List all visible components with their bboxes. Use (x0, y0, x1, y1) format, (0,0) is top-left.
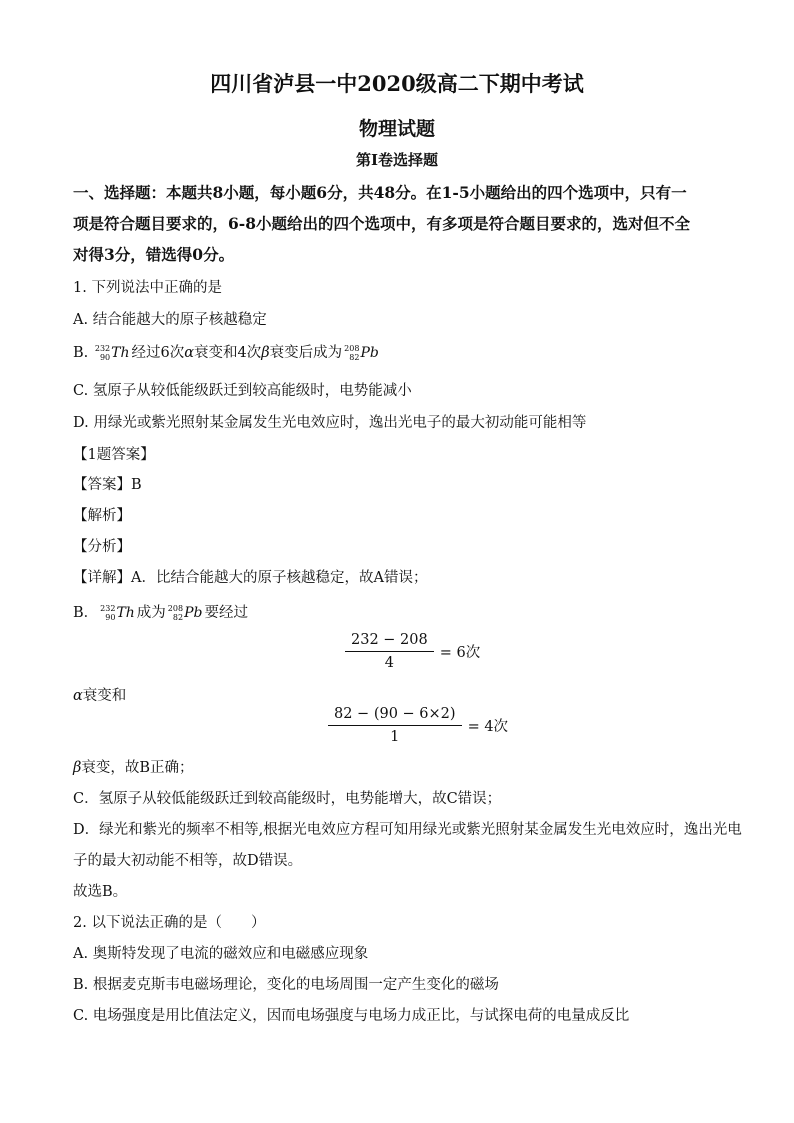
exam-subtitle: 物理试题 (358, 118, 435, 140)
q2-option-c: C. 电场强度是用比值法定义，因而电场强度与电场力成正比，与试探电荷的电量成反比 (73, 1008, 630, 1024)
lead-nuclide (168, 604, 203, 622)
q1-option-a: A. 结合能越大的原子核越稳定 (73, 312, 267, 328)
equation-denominator: 4 (384, 655, 394, 671)
alpha-decay-text: 衰变和 (82, 688, 127, 704)
answer-line (73, 473, 142, 494)
detail-a (73, 566, 427, 587)
analysis-label: 【解析】 (73, 508, 131, 524)
detail-b-text: 成为 (136, 605, 166, 621)
equation-result: = 4次 (467, 719, 509, 735)
q1-stem: 1. 下列说法中正确的是 (73, 280, 222, 296)
fenxi-label: 【分析】 (73, 539, 131, 555)
beta-decay-text: 衰变，故B正确； (81, 760, 194, 776)
detail-c: C．氢原子从较低能级跃迁到较高能级时，电势能增大，故C错误； (73, 791, 502, 807)
thorium-nuclide (95, 344, 130, 362)
option-b-text: 经过6次 (131, 345, 185, 361)
nuclide-symbol: Pb (360, 345, 379, 361)
nuclide-mass: 208 (167, 604, 184, 613)
equation-numerator: 82 − (90 − 6×2) (328, 706, 462, 726)
alpha-decay-line (73, 684, 126, 705)
instructions-line-2: 项是符合题目要求的，6-8小题给出的四个选项中，有多项是符合题目要求的，选对但不全 (73, 214, 691, 233)
detail-b-prefix: B． (73, 605, 99, 621)
q2-option-a: A. 奥斯特发现了电流的磁效应和电磁感应现象 (73, 946, 369, 962)
equation-result: = 6次 (439, 645, 481, 661)
nuclide-mass: 232 (94, 344, 111, 353)
section-title: 第I卷选择题 (355, 151, 439, 169)
detail-b-text: 要经过 (204, 605, 248, 621)
conclusion: 故选B。 (73, 884, 128, 900)
equation-alpha-count (345, 632, 480, 671)
instructions-line-1: 一、选择题：本题共8小题，每小题6分，共48分。在1-5小题给出的四个选项中，只有一 (73, 183, 687, 202)
equation-numerator: 232 − 208 (345, 632, 434, 652)
nuclide-charge: 82 (172, 613, 184, 622)
alpha-symbol: α (73, 688, 83, 704)
option-b-text: 衰变和4次 (194, 345, 262, 361)
beta-decay-line (73, 756, 194, 777)
detail-label: 【详解】 (73, 570, 131, 586)
option-b-text: 衰变后成为 (269, 345, 343, 361)
q1-option-d: D. 用绿光或紫光照射某金属发生光电效应时，逸出光电子的最大初动能可能相等 (73, 415, 587, 431)
instructions-line-3: 对得3分，错选得0分。 (73, 245, 235, 264)
beta-symbol: β (261, 345, 270, 361)
nuclide-charge: 82 (349, 353, 360, 362)
detail-a-text: A．比结合能越大的原子核越稳定，故A错误； (131, 570, 428, 586)
thorium-nuclide (100, 604, 135, 622)
option-b-prefix: B. (73, 345, 93, 361)
detail-d-line-2: 子的最大初动能不相等，故D错误。 (73, 853, 303, 869)
lead-nuclide (344, 344, 379, 362)
q2-stem: 2. 以下说法正确的是（ ） (73, 915, 266, 931)
detail-d-line-1: D．绿光和紫光的频率不相等,根据光电效应方程可知用绿光或紫光照射某金属发生光电效应时，逸出光电 (73, 822, 742, 838)
alpha-symbol: α (184, 345, 195, 361)
nuclide-charge: 90 (99, 353, 111, 362)
answer-section-tag: 【1题答案】 (73, 447, 155, 463)
answer-label: 【答案】 (73, 477, 131, 493)
nuclide-mass: 208 (344, 344, 360, 353)
nuclide-symbol: Th (116, 605, 135, 621)
q2-option-b: B. 根据麦克斯韦电磁场理论，变化的电场周围一定产生变化的磁场 (73, 977, 499, 993)
equation-denominator: 1 (390, 729, 400, 745)
detail-b (73, 601, 248, 622)
beta-symbol: β (73, 760, 82, 776)
q1-option-b (73, 341, 381, 362)
exam-title: 四川省泸县一中2020级高二下期中考试 (210, 71, 584, 96)
answer-value: B (131, 477, 142, 493)
nuclide-symbol: Pb (184, 605, 203, 621)
q1-option-c: C. 氢原子从较低能级跃迁到较高能级时，电势能减小 (73, 383, 412, 399)
equation-beta-count (328, 706, 508, 745)
nuclide-charge: 90 (105, 613, 116, 622)
nuclide-symbol: Th (111, 345, 130, 361)
nuclide-mass: 232 (100, 604, 116, 613)
